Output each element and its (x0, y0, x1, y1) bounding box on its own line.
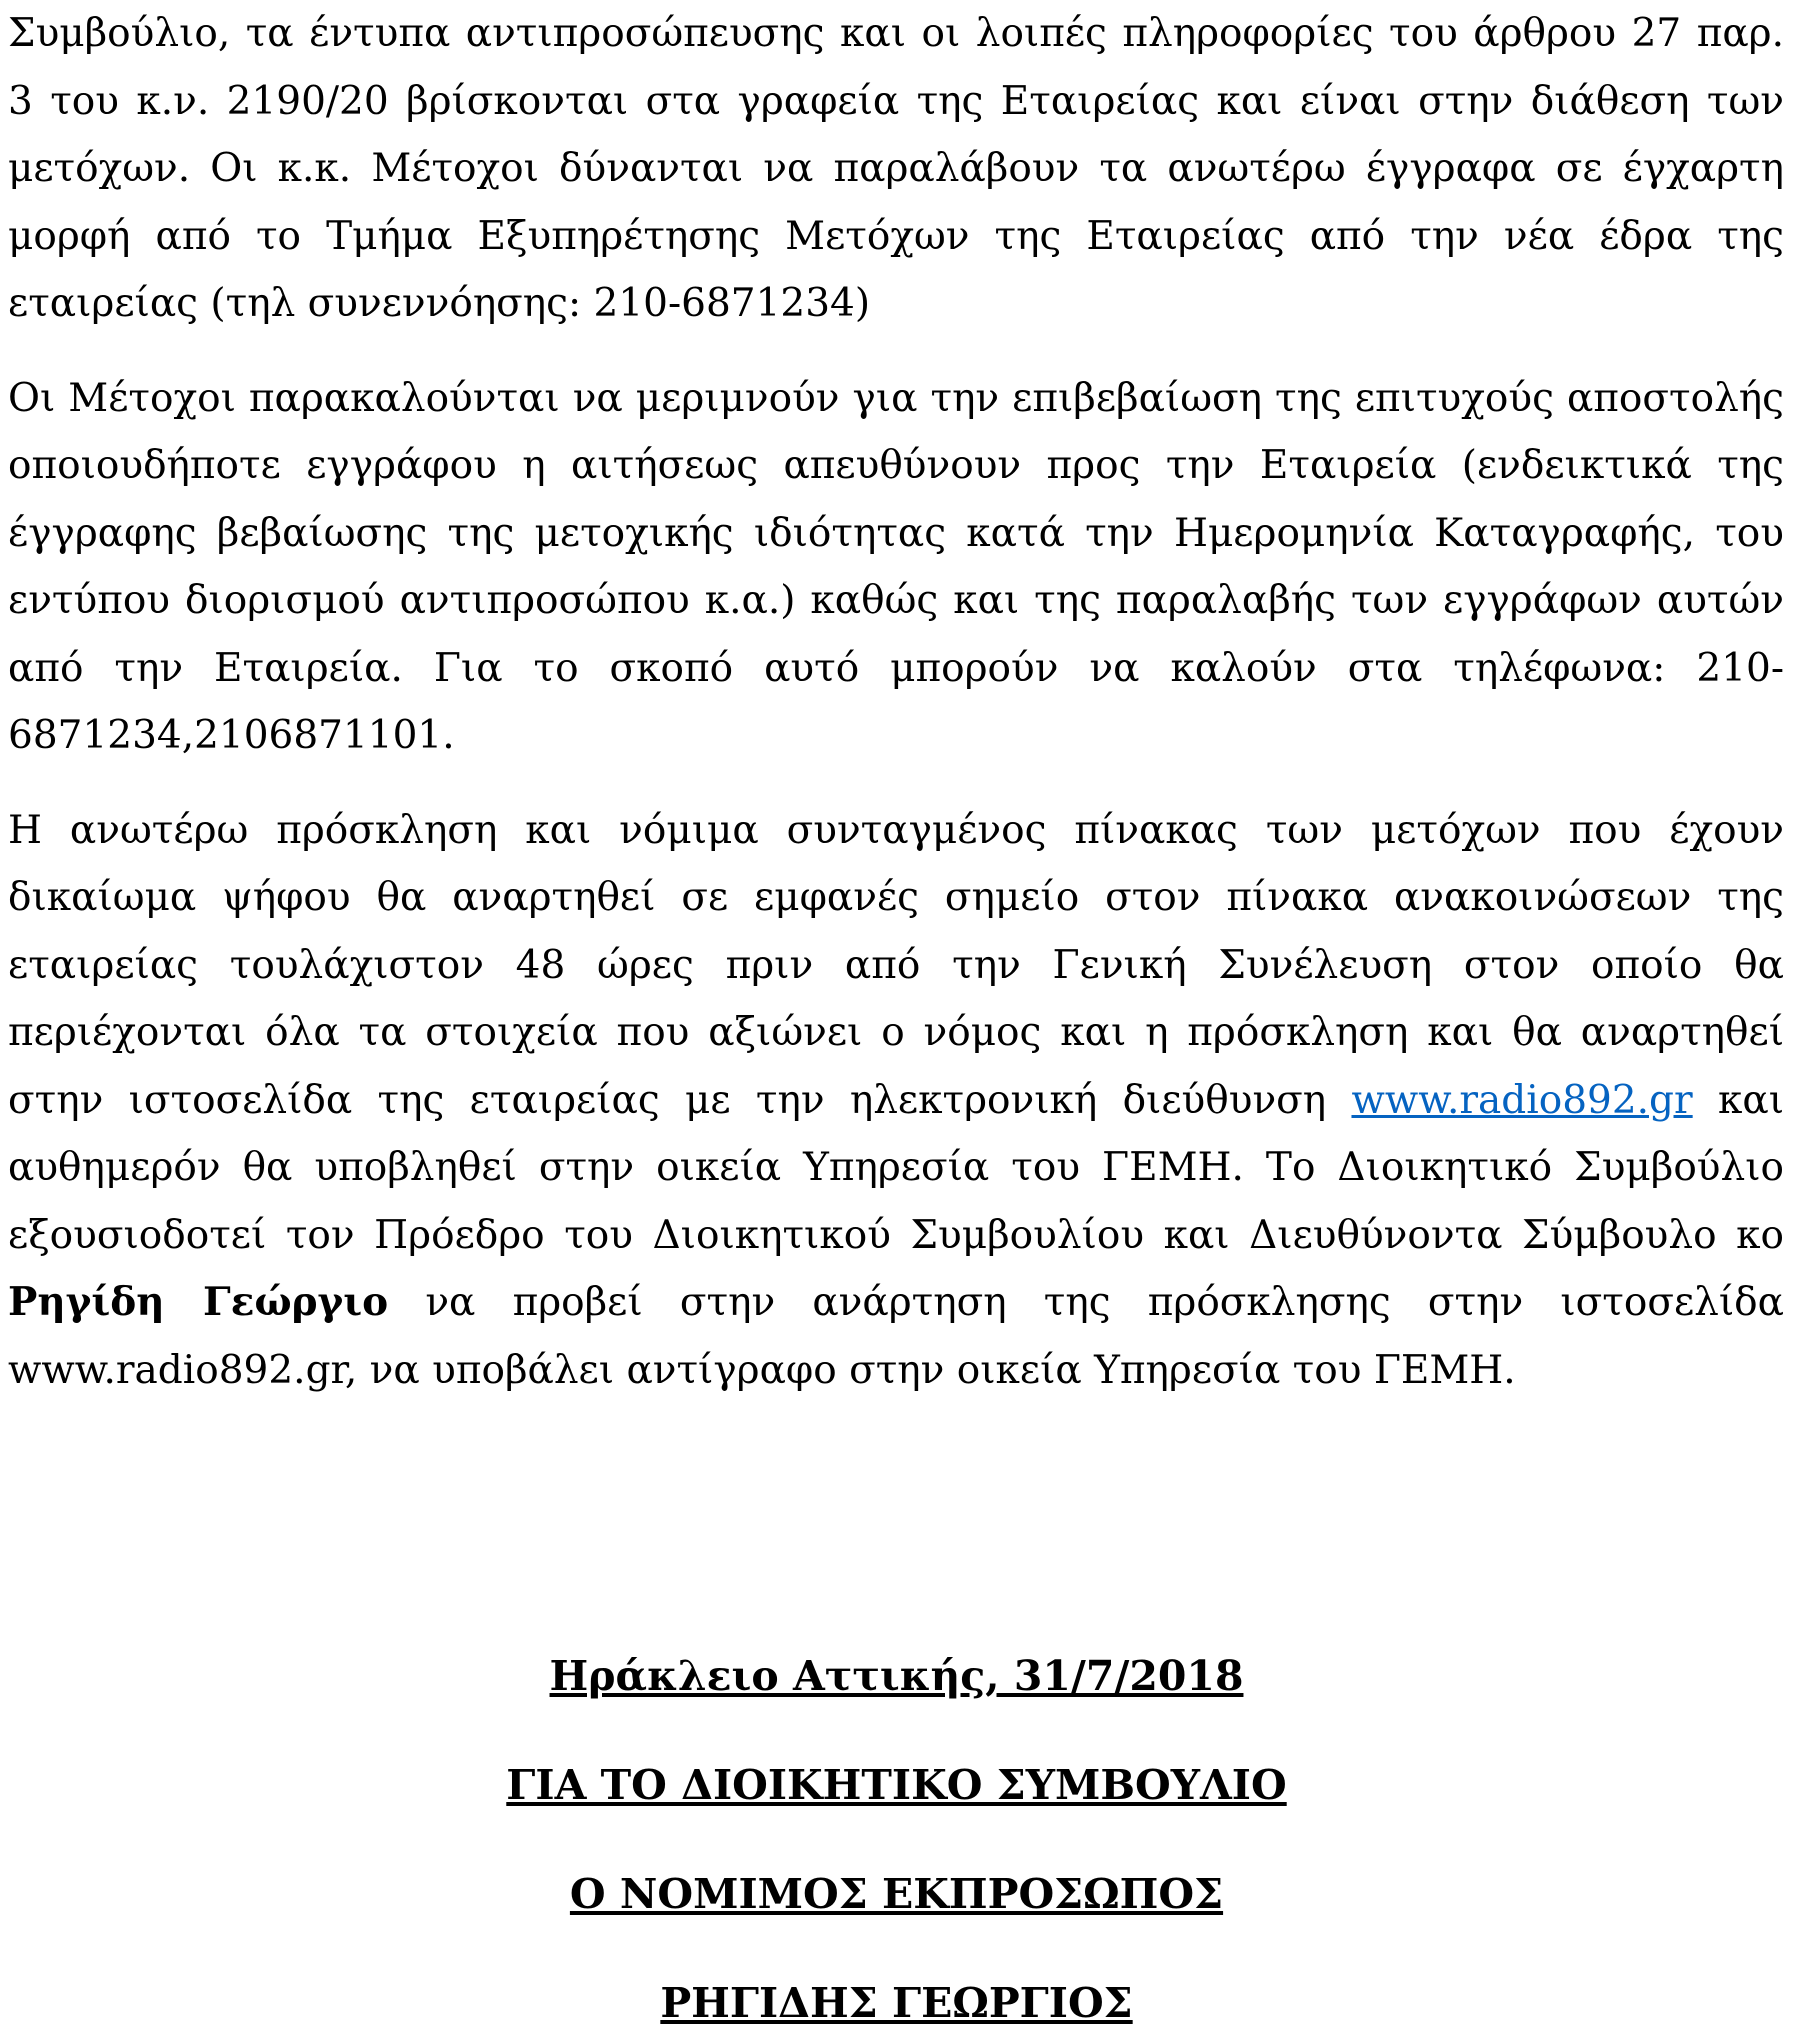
signoff-board: ΓΙΑ ΤΟ ΔΙΟΙΚΗΤΙΚΟ ΣΥΜΒΟΥΛΙΟ (506, 1761, 1287, 1809)
signoff-place-date: Ηράκλειο Αττικής, 31/7/2018 (549, 1652, 1244, 1700)
publication-text-middle: και αυθημερόν θα υποβληθεί στην οικεία Υπηρεσία του ΓΕΜΗ. Το Διοικητικό Συμβούλιο εξουσιοδοτεί τον Πρόεδρο του Διοικητικού Συμβουλίου και Διευθύνοντα Σύμβουλο κο (8, 1077, 1784, 1258)
paragraph-publication-notice (8, 797, 1784, 1405)
paragraph-documents-availability: Συμβούλιο, τα έντυπα αντιπροσώπευσης και οι λοιπές πληροφορίες του άρθρου 27 παρ. 3 του κ.ν. 2190/20 βρίσκονται στα γραφεία της Εταιρείας και είναι στην διάθεση των μετόχων. Οι κ.κ. Μέτοχοι δύνανται να παραλάβουν τα ανωτέρω έγγραφα σε έγχαρτη μορφή από το Τμήμα Εξυπηρέτησης Μετόχων της Εταιρείας από την νέα έδρα της εταιρείας (τηλ συνεννόησης: 210-6871234) (8, 11, 1784, 326)
document-body (8, 0, 1784, 1404)
publication-text-end: να προβεί στην ανάρτηση της πρόσκλησης στην ιστοσελίδα www.radio892.gr, να υποβάλει αντίγραφο στην οικεία Υπηρεσία του ΓΕΜΗ. (8, 1280, 1784, 1393)
website-link[interactable]: www.radio892.gr (1351, 1077, 1693, 1123)
paragraph-shareholder-confirmation: Οι Μέτοχοι παρακαλούνται να μεριμνούν για την επιβεβαίωση της επιτυχούς αποστολής οποιουδήποτε εγγράφου η αιτήσεως απευθύνουν προς την Εταιρεία (ενδεικτικά της έγγραφης βεβαίωσης της μετοχικής ιδιότητας κατά την Ημερομηνία Καταγραφής, του εντύπου διορισμού αντιπροσώπου κ.α.) καθώς και της παραλαβής των εγγράφων αυτών από την Εταιρεία. Για το σκοπό αυτό μπορούν να καλούν στα τηλέφωνα: 210-6871234,2106871101. (8, 375, 1784, 758)
signoff-name: ΡΗΓΙΔΗΣ ΓΕΩΡΓΙΟΣ (660, 1979, 1133, 2027)
publication-text-start: Η ανωτέρω πρόσκληση και νόμιμα συνταγμένος πίνακας των μετόχων που έχουν δικαίωμα ψήφου θα αναρτηθεί σε εμφανές σημείο στον πίνακα ανακοινώσεων της εταιρείας τουλάχιστον 48 ώρες πριν από την Γενική Συνέλευση στον οποίο θα περιέχονται όλα τα στοιχεία που αξιώνει ο νόμος και η πρόσκληση και θα αναρτηθεί στην ιστοσελίδα της εταιρείας με την ηλεκτρονική διεύθυνση (8, 807, 1784, 1123)
authorized-person-name: Ρηγίδη Γεώργιο (8, 1279, 389, 1325)
signoff-representative: Ο ΝΟΜΙΜΟΣ ΕΚΠΡΟΣΩΠΟΣ (569, 1870, 1224, 1918)
